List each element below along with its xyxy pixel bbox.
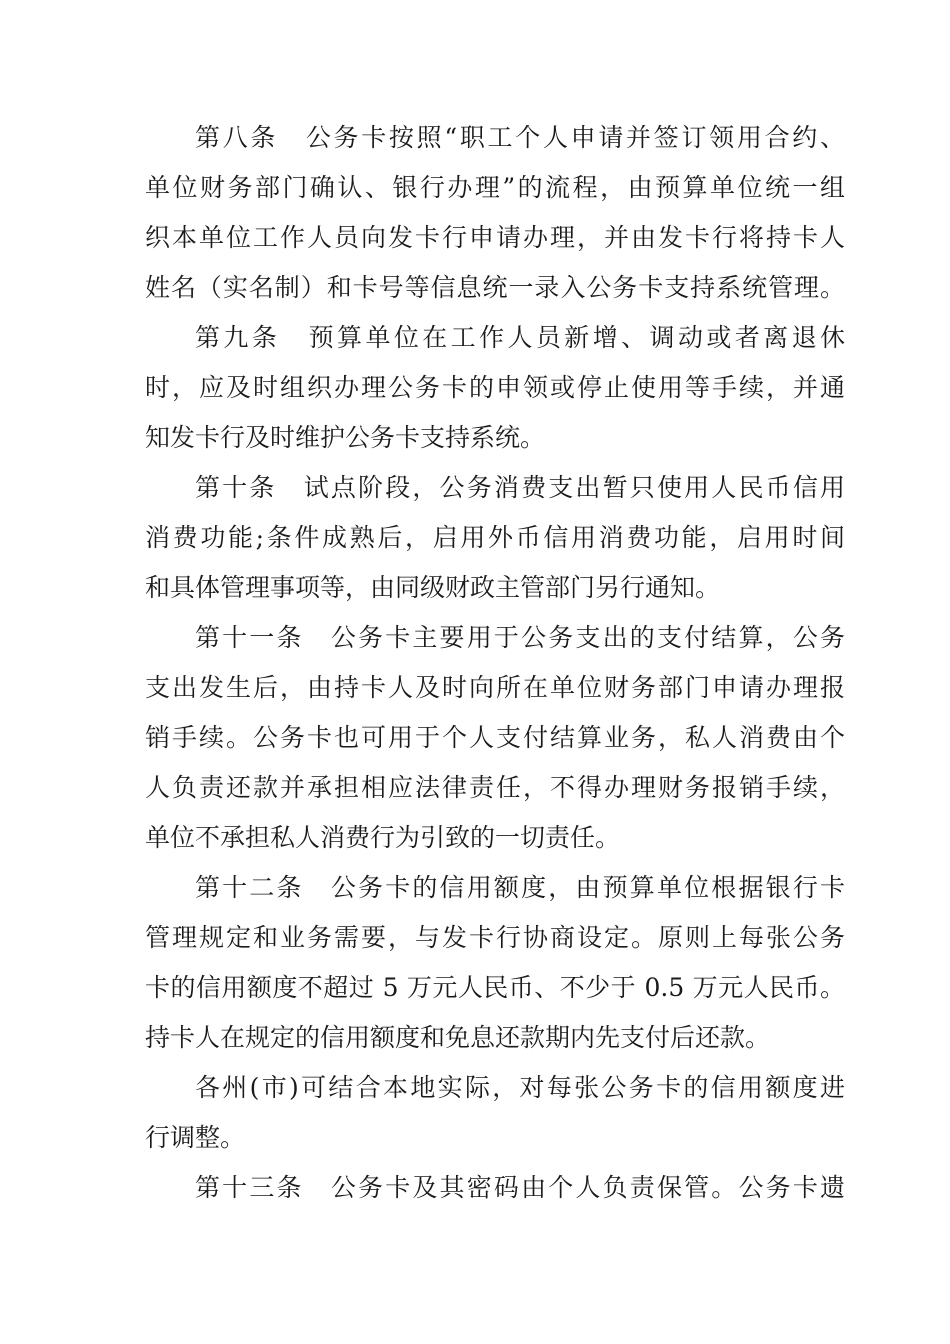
paragraph-first-line: 各州(市)可结合本地实际，对每张公务卡的信用额度进 [195,1073,845,1102]
paragraph-line: 管理规定和业务需要，与发卡行协商设定。原则上每张公务 [145,923,845,952]
paragraph-line: 支出发生后，由持卡人及时向所在单位财务部门申请办理报 [145,673,845,702]
paragraph-line: 人负责还款并承担相应法律责任，不得办理财务报销手续， [145,773,845,802]
paragraph-line: 姓名（实名制）和卡号等信息统一录入公务卡支持系统管理。 [145,273,845,302]
paragraph-first-line: 第十一条 公务卡主要用于公务支出的支付结算，公务 [195,623,845,652]
paragraph-line: 卡的信用额度不超过 5 万元人民币、不少于 0.5 万元人民币。 [145,973,845,1002]
paragraph-line: 知发卡行及时维护公务卡支持系统。 [145,423,546,452]
paragraph-line: 和具体管理事项等，由同级财政主管部门另行通知。 [145,573,721,602]
document-body [145,113,845,1213]
paragraph-line: 消费功能;条件成熟后，启用外币信用消费功能，启用时间 [145,523,845,552]
paragraph-line: 销手续。公务卡也可用于个人支付结算业务，私人消费由个 [145,723,845,752]
paragraph-first-line: 第八条 公务卡按照“职工个人申请并签订领用合约、 [195,123,845,152]
paragraph-line: 行调整。 [145,1123,246,1152]
paragraph-first-line: 第九条 预算单位在工作人员新增、调动或者离退休 [195,323,845,352]
paragraph-line: 时，应及时组织办理公务卡的申领或停止使用等手续，并通 [145,373,845,402]
paragraph-line: 织本单位工作人员向发卡行申请办理，并由发卡行将持卡人 [145,223,845,252]
paragraph-line: 单位不承担私人消费行为引致的一切责任。 [145,823,621,852]
paragraph-line: 持卡人在规定的信用额度和免息还款期内先支付后还款。 [145,1023,771,1052]
paragraph-first-line: 第十三条 公务卡及其密码由个人负责保管。公务卡遗 [195,1173,845,1202]
paragraph-first-line: 第十条 试点阶段，公务消费支出暂只使用人民币信用 [195,473,845,502]
paragraph-first-line: 第十二条 公务卡的信用额度，由预算单位根据银行卡 [195,873,845,902]
paragraph-line: 单位财务部门确认、银行办理”的流程，由预算单位统一组 [145,173,845,202]
